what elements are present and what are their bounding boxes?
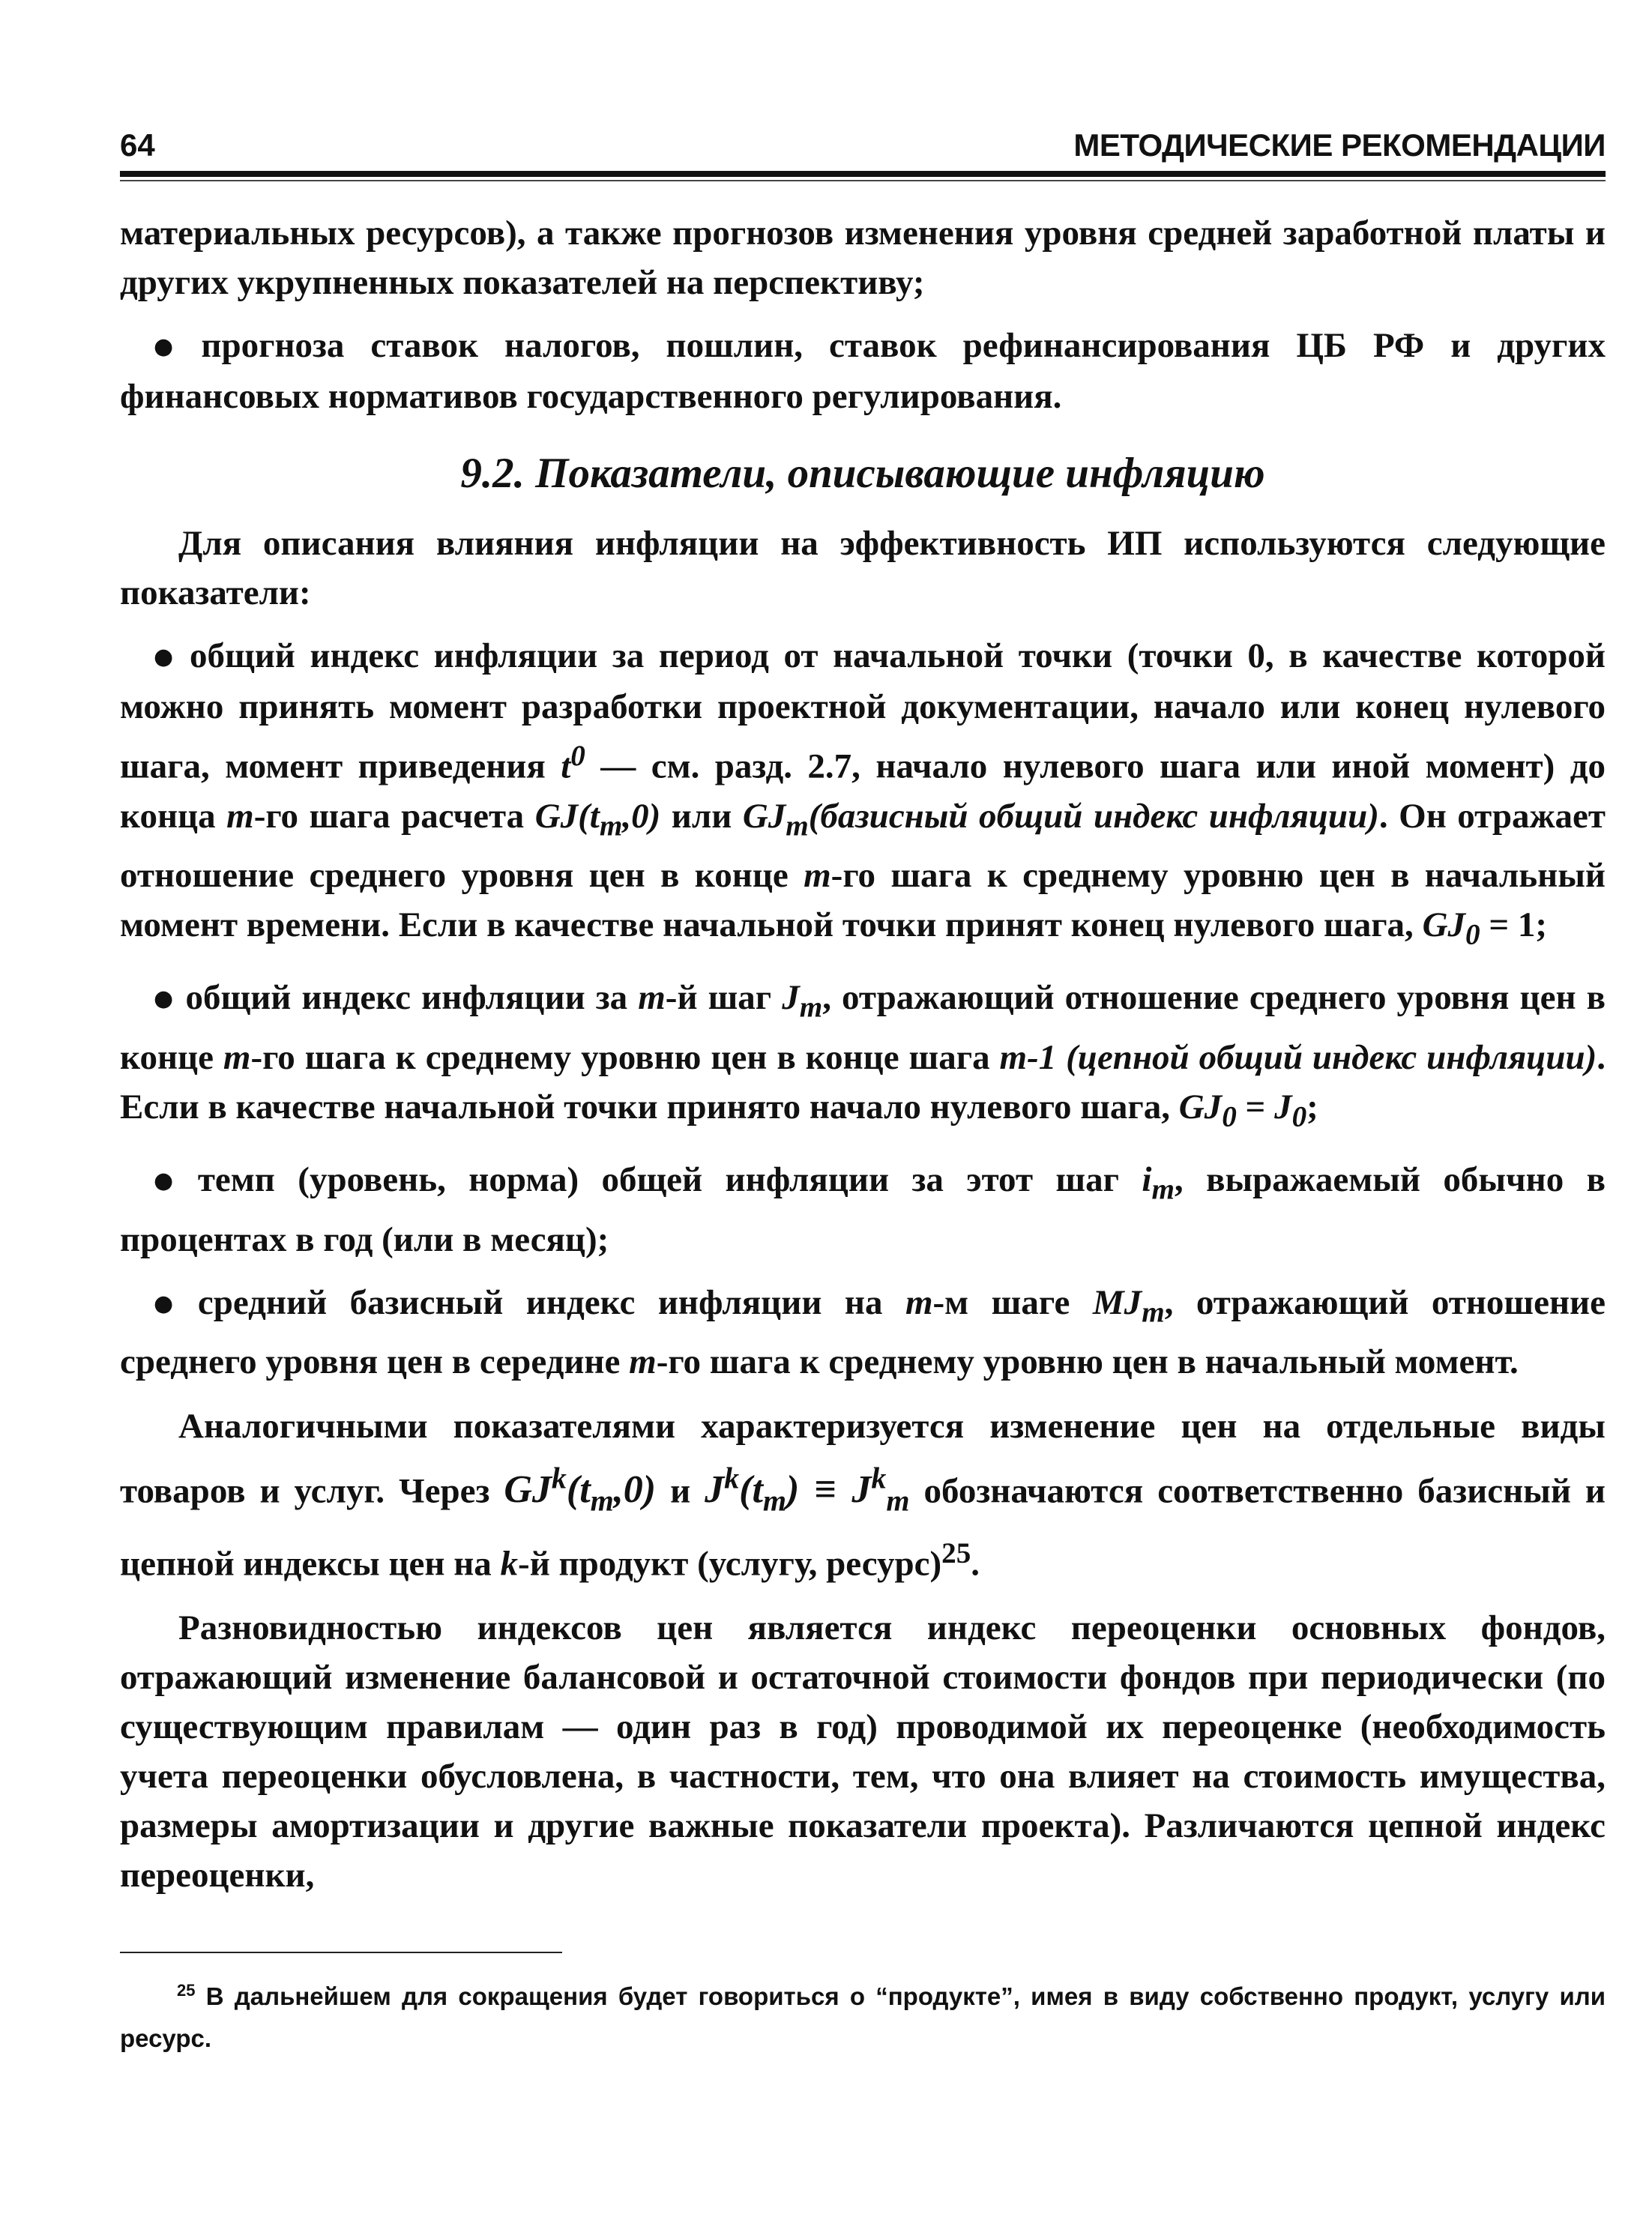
bullet-icon: ● [154, 644, 180, 670]
page-header [120, 126, 1606, 165]
formula-base-index: $GJ^k(t_m,0)$ [504, 1462, 657, 1518]
list-item: ● темп (уровень, норма) общей инфляции за этот шаг $i_m$, выражаемый обычно в процентах в год (или в месяц); [120, 1160, 1606, 1259]
intro-paragraph: Для описания влияния инфляции на эффективность ИП используются следующие показатели: [120, 524, 1606, 612]
footnote-divider [120, 1952, 562, 1953]
bullet-icon: ● [154, 986, 175, 1013]
revaluation-paragraph: Разновидностью индексов цен является индекс переоценки основных фондов, отражающий изменение балансовой и остаточной стоимости фондов при периодически (по существующим правилам — один раз в год) проводимой их переоценке (необходимость учета переоценки обусловлена, в частности, тем, что она влияет на стоимость имущества, размеры амортизации и другие важные показатели проекта). Различаются цепной индекс переоценки, [120, 1608, 1606, 1895]
header-rule [120, 171, 1606, 177]
list-item: ● средний базисный индекс инфляции на m-м шаге $MJ_m$, отражающий отношение среднего уровня цен в середине m-го шага к среднему уровню цен в начальный момент. [120, 1282, 1606, 1381]
header-rule-thin [120, 180, 1606, 181]
footnote [120, 1970, 1606, 2060]
main-text [120, 208, 1606, 1913]
bullet-icon: ● [154, 334, 191, 360]
term: (цепной общий индекс инфляции) [1066, 1037, 1597, 1077]
continuation-paragraph: материальных ресурсов), а также прогнозов изменения уровня средней заработной платы и других укрупненных показателей на перспективу; [120, 214, 1606, 302]
page-number: 64 [120, 127, 155, 163]
list-item: ● прогноза ставок налогов, пошлин, ставок рефинансирования ЦБ РФ и других финансовых нормативов государственного регулирования. [120, 326, 1606, 416]
formula-chain-index: $J^k(t_m) \equiv J^k_m$ [705, 1462, 910, 1518]
term: (базисный общий индекс инфляции) [808, 796, 1379, 836]
bullet-icon: ● [154, 1168, 187, 1195]
running-title: МЕТОДИЧЕСКИЕ РЕКОМЕНДАЦИИ [1073, 127, 1606, 163]
footnote-text: В дальнейшем для сокращения будет говориться о “продукте”, имея в виду собственно продукт, услугу или ресурс. [120, 1982, 1606, 2052]
list-item: ● общий индекс инфляции за m-й шаг $J_m$, отражающий отношение среднего уровня цен в конце m-го шага к среднему уровню цен в конце шага m-1 (цепной общий индекс инфляции). Если в качестве начальной точки принято начало нулевого шага, $GJ_0 = J_0$; [120, 978, 1606, 1133]
list-item: ● общий индекс инфляции за период от начальной точки (точки 0, в качестве которой можно принять момент разработки проектной документации, начало или конец нулевого шага, момент приведения $t^0$ — см. разд. 2.7, начало нулевого шага или иной момент) до конца m-го шага расчета $GJ(t_m,0)$ или $GJ_m(базисный$ общий индекс инфляции). Он отражает отношение среднего уровня цен в конце m-го шага к среднему уровню цен в начальный момент времени. Если в качестве начальной точки принят конец нулевого шага, $GJ_0 = 1$; [120, 636, 1606, 951]
analog-paragraph: Аналогичными показателями характеризуется изменение цен на отдельные виды товаров и услуг. Через $GJ^k(t_m,0)$ и $J^k(t_m) \equiv J^k_m$ обозначаются соответственно базисный и цепной индексы цен на k-й продукт (услугу, ресурс)$^{25}$. [120, 1407, 1606, 1584]
footnote-mark: 25 [177, 1981, 196, 2000]
section-title: 9.2. Показатели, описывающие инфляцию [460, 450, 1265, 497]
footnote-ref[interactable]: 25 [941, 1536, 971, 1569]
bullet-icon: ● [154, 1290, 187, 1317]
